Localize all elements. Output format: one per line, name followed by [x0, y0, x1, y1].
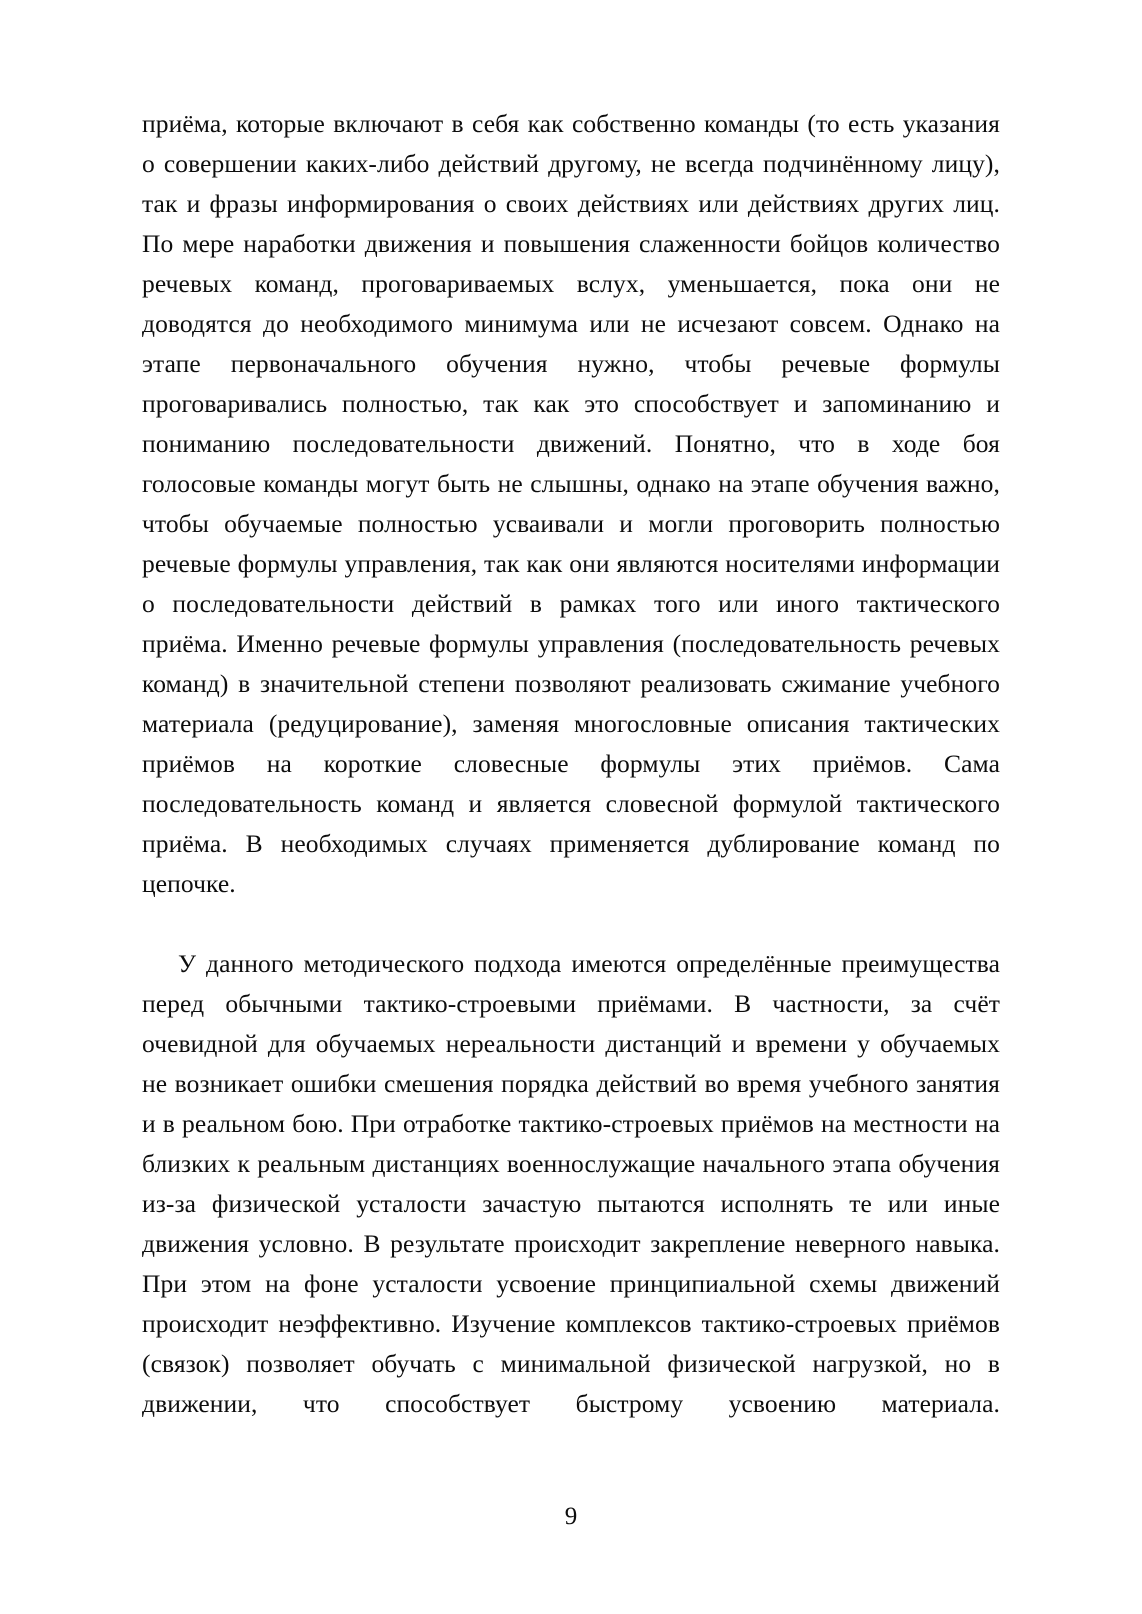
text-column — [142, 104, 1000, 1464]
page-number: 9 — [564, 1503, 578, 1530]
body-paragraph-continuation: приёма, которые включают в себя как собственно команды (то есть указания о совершении каких-либо действий другому, не всегда подчинённому лицу), так и фразы информирования о своих действиях или действиях других лиц. По мере наработки движения и повышения слаженности бойцов количество речевых команд, проговариваемых вслух, уменьшается, пока они не доводятся до необходимого минимума или не исчезают совсем. Однако на этапе первоначального обучения нужно, чтобы речевые формулы проговаривались полностью, так как это способствует и запоминанию и пониманию последовательности движений. Понятно, что в ходе боя голосовые команды могут быть не слышны, однако на этапе обучения важно, чтобы обучаемые полностью усваивали и могли проговорить полностью речевые формулы управления, так как они являются носителями информации о последовательности действий в рамках того или иного тактического приёма. Именно речевые формулы управления (последовательность речевых команд) в значительной степени позволяют реализовать сжимание учебного материала (редуцирование), заменяя многословные описания тактических приёмов на короткие словесные формулы этих приёмов. Сама последовательность команд и является словесной формулой тактического приёма. В необходимых случаях применяется дублирование команд по цепочке. — [142, 109, 1000, 898]
body-paragraph-advantages: У данного методического подхода имеются определённые преимущества перед обычными тактико-строевыми приёмами. В частности, за счёт очевидной для обучаемых нереальности дистанций и времени у обучаемых не возникает ошибки смешения порядка действий во время учебного занятия и в реальном бою. При отработке тактико-строевых приёмов на местности на близких к реальным дистанциях военнослужащие начального этапа обучения из-за физической усталости зачастую пытаются исполнять те или иные движения условно. В результате происходит закрепление неверного навыка. При этом на фоне усталости усвоение принципиальной схемы движений происходит неэффективно. Изучение комплексов тактико-строевых приёмов (связок) позволяет обучать с минимальной физической нагрузкой, но в движении, что способствует быстрому усвоению материала. — [142, 949, 1000, 1418]
